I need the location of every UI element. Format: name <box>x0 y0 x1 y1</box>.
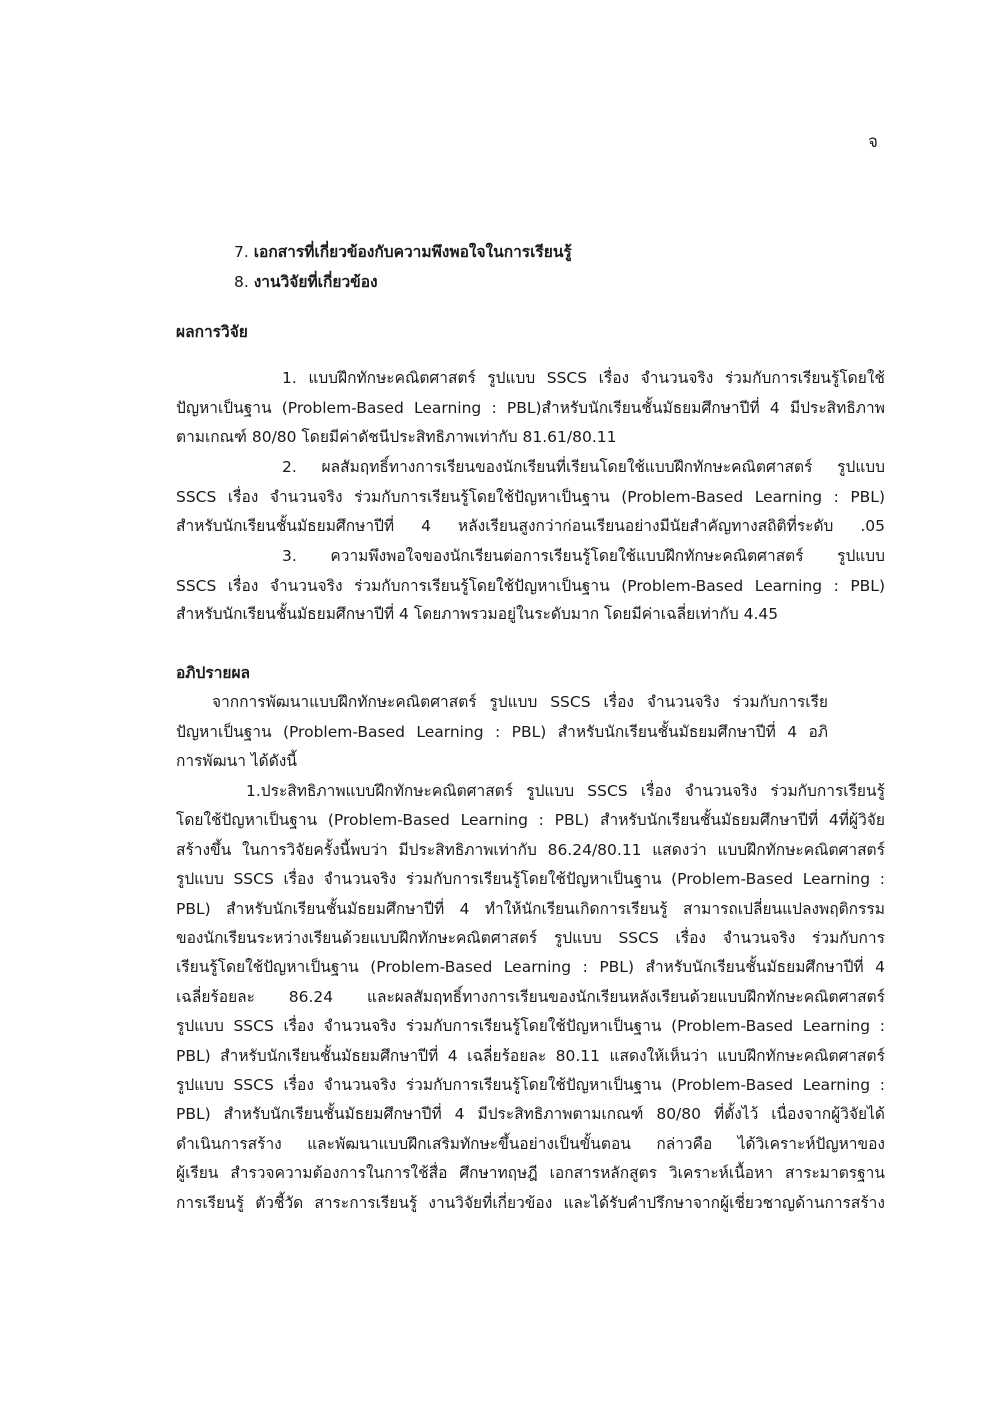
text-line: รูปแบบ SSCS เรื่อง จำนวนจริง ร่วมกับการเรียนรู้โดยใช้ปัญหาเป็นฐาน (Problem-Based Learning : <box>176 1017 885 1035</box>
discussion-heading: อภิปรายผล <box>176 664 251 682</box>
text-line: 1.ประสิทธิภาพแบบฝึกทักษะคณิตศาสตร์ รูปแบบ SSCS เรื่อง จำนวนจริง ร่วมกับการเรียนรู้ <box>246 782 885 800</box>
text-line: รูปแบบ SSCS เรื่อง จำนวนจริง ร่วมกับการเรียนรู้โดยใช้ปัญหาเป็นฐาน (Problem-Based Learning : <box>176 870 885 888</box>
page-number: จ <box>868 132 878 152</box>
text-line: จากการพัฒนาแบบฝึกทักษะคณิตศาสตร์ รูปแบบ SSCS เรื่อง จำนวนจริง ร่วมกับการเรีย <box>212 693 828 711</box>
text-line: การพัฒนา ได้ดังนี้ <box>176 752 297 770</box>
text-line: สร้างขึ้น ในการวิจัยครั้งนี้พบว่า มีประสิทธิภาพเท่ากับ 86.24/80.11 แสดงว่า แบบฝึกทักษะคณิตศาสตร์ <box>176 841 885 859</box>
text-line: 2. ผลสัมฤทธิ์ทางการเรียนของนักเรียนที่เรียนโดยใช้แบบฝึกทักษะคณิตศาสตร์ รูปแบบ <box>282 458 885 476</box>
text-line: 3. ความพึงพอใจของนักเรียนต่อการเรียนรู้โดยใช้แบบฝึกทักษะคณิตศาสตร์ รูปแบบ <box>282 547 885 565</box>
list-item-7-text: เอกสารที่เกี่ยวข้องกับความพึงพอใจในการเรียนรู้ <box>253 243 572 261</box>
text-line: ปัญหาเป็นฐาน (Problem-Based Learning : PBL)สำหรับนักเรียนชั้นมัธยมศึกษาปีที่ 4 มีประสิทธิภาพ <box>176 399 885 417</box>
list-item-8-text: งานวิจัยที่เกี่ยวข้อง <box>253 273 378 291</box>
text-line: รูปแบบ SSCS เรื่อง จำนวนจริง ร่วมกับการเรียนรู้โดยใช้ปัญหาเป็นฐาน (Problem-Based Learning : <box>176 1076 885 1094</box>
results-heading: ผลการวิจัย <box>176 323 248 341</box>
text-line: สำหรับนักเรียนชั้นมัธยมศึกษาปีที่ 4 หลังเรียนสูงกว่าก่อนเรียนอย่างมีนัยสำคัญทางสถิติที่ระดับ .05 <box>176 517 885 535</box>
list-item-7 <box>234 242 572 262</box>
text-line: PBL) สำหรับนักเรียนชั้นมัธยมศึกษาปีที่ 4 เฉลี่ยร้อยละ 80.11 แสดงให้เห็นว่า แบบฝึกทักษะคณิตศาสตร์ <box>176 1047 885 1065</box>
text-line: PBL) สำหรับนักเรียนชั้นมัธยมศึกษาปีที่ 4 ทำให้นักเรียนเกิดการเรียนรู้ สามารถเปลี่ยนแปลงพฤติกรรม <box>176 900 885 918</box>
text-line: ตามเกณฑ์ 80/80 โดยมีค่าดัชนีประสิทธิภาพเท่ากับ 81.61/80.11 <box>176 428 617 446</box>
text-line: เฉลี่ยร้อยละ 86.24 และผลสัมฤทธิ์ทางการเรียนของนักเรียนหลังเรียนด้วยแบบฝึกทักษะคณิตศาสตร์ <box>176 988 885 1006</box>
text-line: ของนักเรียนระหว่างเรียนด้วยแบบฝึกทักษะคณิตศาสตร์ รูปแบบ SSCS เรื่อง จำนวนจริง ร่วมกับการ <box>176 929 885 947</box>
text-line: สำหรับนักเรียนชั้นมัธยมศึกษาปีที่ 4 โดยภาพรวมอยู่ในระดับมาก โดยมีค่าเฉลี่ยเท่ากับ 4.45 <box>176 605 779 623</box>
text-line: ดำเนินการสร้าง และพัฒนาแบบฝึกเสริมทักษะขึ้นอย่างเป็นขั้นตอน กล่าวคือ ได้วิเคราะห์ปัญหาของ <box>176 1135 885 1153</box>
text-line: PBL) สำหรับนักเรียนชั้นมัธยมศึกษาปีที่ 4 มีประสิทธิภาพตามเกณฑ์ 80/80 ที่ตั้งไว้ เนื่องจากผู้วิจัยได้ <box>176 1105 885 1123</box>
text-line: ปัญหาเป็นฐาน (Problem-Based Learning : PBL) สำหรับนักเรียนชั้นมัธยมศึกษาปีที่ 4 อภิ <box>176 723 828 741</box>
list-item-7-number: 7. <box>234 243 249 261</box>
text-line: โดยใช้ปัญหาเป็นฐาน (Problem-Based Learning : PBL) สำหรับนักเรียนชั้นมัธยมศึกษาปีที่ 4ที่ผู้วิจัย <box>176 811 885 829</box>
text-line: SSCS เรื่อง จำนวนจริง ร่วมกับการเรียนรู้โดยใช้ปัญหาเป็นฐาน (Problem-Based Learning : PBL) <box>176 488 885 506</box>
text-line: ผู้เรียน สำรวจความต้องการในการใช้สื่อ ศึกษาทฤษฎี เอกสารหลักสูตร วิเคราะห์เนื้อหา สาระมาตรฐาน <box>176 1164 885 1182</box>
text-line: การเรียนรู้ ตัวชี้วัด สาระการเรียนรู้ งานวิจัยที่เกี่ยวข้อง และได้รับคำปรึกษาจากผู้เชี่ยวชาญด้านการสร้าง <box>176 1194 885 1212</box>
text-line: SSCS เรื่อง จำนวนจริง ร่วมกับการเรียนรู้โดยใช้ปัญหาเป็นฐาน (Problem-Based Learning : PBL) <box>176 577 885 595</box>
text-line: 1. แบบฝึกทักษะคณิตศาสตร์ รูปแบบ SSCS เรื่อง จำนวนจริง ร่วมกับการเรียนรู้โดยใช้ <box>282 369 885 387</box>
list-item-8 <box>234 272 378 292</box>
text-line: เรียนรู้โดยใช้ปัญหาเป็นฐาน (Problem-Based Learning : PBL) สำหรับนักเรียนชั้นมัธยมศึกษาปีที่ 4 <box>176 958 885 976</box>
list-item-8-number: 8. <box>234 273 249 291</box>
